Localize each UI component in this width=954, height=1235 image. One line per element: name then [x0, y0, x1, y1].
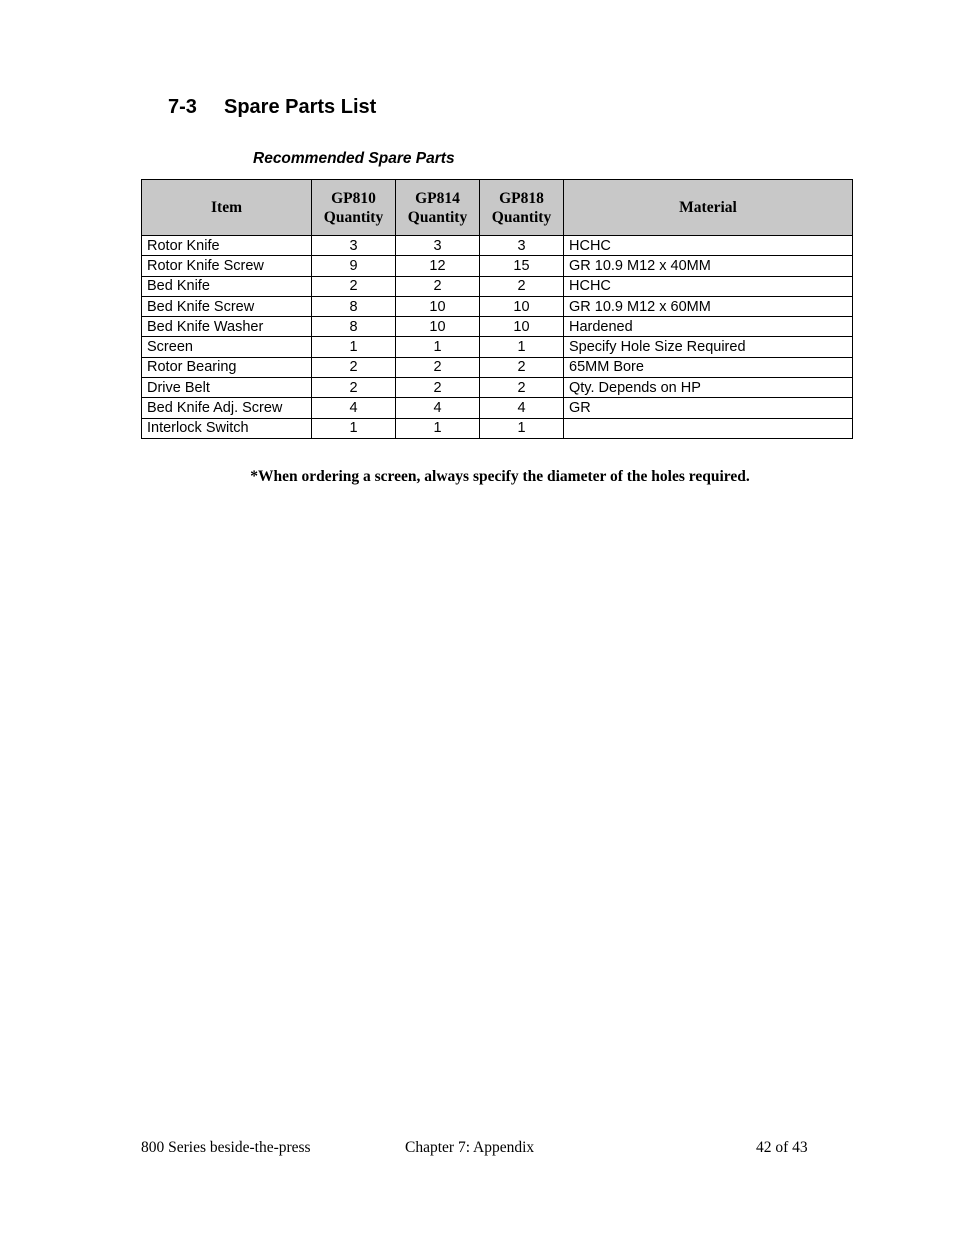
- cell-item: Rotor Bearing: [142, 357, 312, 377]
- cell-gp818-qty: 4: [480, 398, 564, 418]
- cell-gp814-qty: 2: [396, 357, 480, 377]
- cell-item: Bed Knife Washer: [142, 317, 312, 337]
- cell-material: GR 10.9 M12 x 40MM: [564, 256, 853, 276]
- cell-item: Bed Knife: [142, 276, 312, 296]
- footer-chapter: Chapter 7: Appendix: [405, 1139, 535, 1156]
- cell-gp818-qty: 10: [480, 317, 564, 337]
- cell-material: GR: [564, 398, 853, 418]
- table-row: [142, 378, 853, 398]
- footer-page-number: 42 of 43: [756, 1139, 808, 1156]
- header-gp818-sublabel: Quantity: [491, 208, 552, 226]
- section-heading: [168, 94, 376, 120]
- table-row: [142, 256, 853, 276]
- cell-gp814-qty: 1: [396, 418, 480, 438]
- cell-material: Hardened: [564, 317, 853, 337]
- cell-gp810-qty: 1: [312, 337, 396, 357]
- cell-gp810-qty: 8: [312, 317, 396, 337]
- cell-gp810-qty: 1: [312, 418, 396, 438]
- spare-parts-table: [141, 179, 853, 439]
- table-row: [142, 236, 853, 256]
- cell-gp810-qty: 2: [312, 378, 396, 398]
- header-material: [564, 180, 853, 236]
- cell-gp818-qty: 1: [480, 337, 564, 357]
- header-item: [142, 180, 312, 236]
- cell-gp814-qty: 10: [396, 296, 480, 316]
- cell-item: Drive Belt: [142, 378, 312, 398]
- cell-gp818-qty: 2: [480, 357, 564, 377]
- cell-gp814-qty: 12: [396, 256, 480, 276]
- table-header-row: [142, 180, 853, 236]
- cell-item: Screen: [142, 337, 312, 357]
- section-number: 7-3: [168, 96, 197, 118]
- cell-gp814-qty: 4: [396, 398, 480, 418]
- cell-gp818-qty: 3: [480, 236, 564, 256]
- header-gp818-quantity: [480, 180, 564, 236]
- cell-gp818-qty: 2: [480, 276, 564, 296]
- table-row: [142, 317, 853, 337]
- cell-material: Specify Hole Size Required: [564, 337, 853, 357]
- cell-gp818-qty: 15: [480, 256, 564, 276]
- cell-gp814-qty: 2: [396, 276, 480, 296]
- header-gp814-label: GP814: [415, 189, 460, 207]
- table-row: [142, 418, 853, 438]
- cell-gp814-qty: 1: [396, 337, 480, 357]
- screen-ordering-note: *When ordering a screen, always specify the diameter of the holes required.: [250, 468, 750, 485]
- cell-gp810-qty: 2: [312, 276, 396, 296]
- cell-item: Rotor Knife Screw: [142, 256, 312, 276]
- cell-item: Bed Knife Adj. Screw: [142, 398, 312, 418]
- table-caption: Recommended Spare Parts: [253, 150, 455, 167]
- cell-gp814-qty: 2: [396, 378, 480, 398]
- header-gp810-sublabel: Quantity: [323, 208, 384, 226]
- cell-material: 65MM Bore: [564, 357, 853, 377]
- header-gp810-quantity: [312, 180, 396, 236]
- cell-gp810-qty: 3: [312, 236, 396, 256]
- cell-gp814-qty: 3: [396, 236, 480, 256]
- cell-gp810-qty: 4: [312, 398, 396, 418]
- header-material-label: Material: [679, 199, 737, 216]
- section-title: Spare Parts List: [224, 96, 377, 118]
- cell-gp818-qty: 2: [480, 378, 564, 398]
- cell-gp810-qty: 2: [312, 357, 396, 377]
- cell-material: Qty. Depends on HP: [564, 378, 853, 398]
- header-item-label: Item: [211, 199, 242, 216]
- header-gp814-quantity: [396, 180, 480, 236]
- table-row: [142, 337, 853, 357]
- cell-item: Rotor Knife: [142, 236, 312, 256]
- cell-material: HCHC: [564, 236, 853, 256]
- cell-gp810-qty: 8: [312, 296, 396, 316]
- table-row: [142, 398, 853, 418]
- cell-item: Bed Knife Screw: [142, 296, 312, 316]
- header-gp810-label: GP810: [331, 189, 376, 207]
- header-gp814-sublabel: Quantity: [407, 208, 468, 226]
- cell-gp814-qty: 10: [396, 317, 480, 337]
- table-row: [142, 276, 853, 296]
- header-gp818-label: GP818: [499, 189, 544, 207]
- cell-gp818-qty: 1: [480, 418, 564, 438]
- cell-material: GR 10.9 M12 x 60MM: [564, 296, 853, 316]
- cell-gp810-qty: 9: [312, 256, 396, 276]
- table-row: [142, 296, 853, 316]
- cell-material: [564, 418, 853, 438]
- footer-product: 800 Series beside-the-press: [141, 1139, 311, 1156]
- cell-item: Interlock Switch: [142, 418, 312, 438]
- cell-material: HCHC: [564, 276, 853, 296]
- cell-gp818-qty: 10: [480, 296, 564, 316]
- table-row: [142, 357, 853, 377]
